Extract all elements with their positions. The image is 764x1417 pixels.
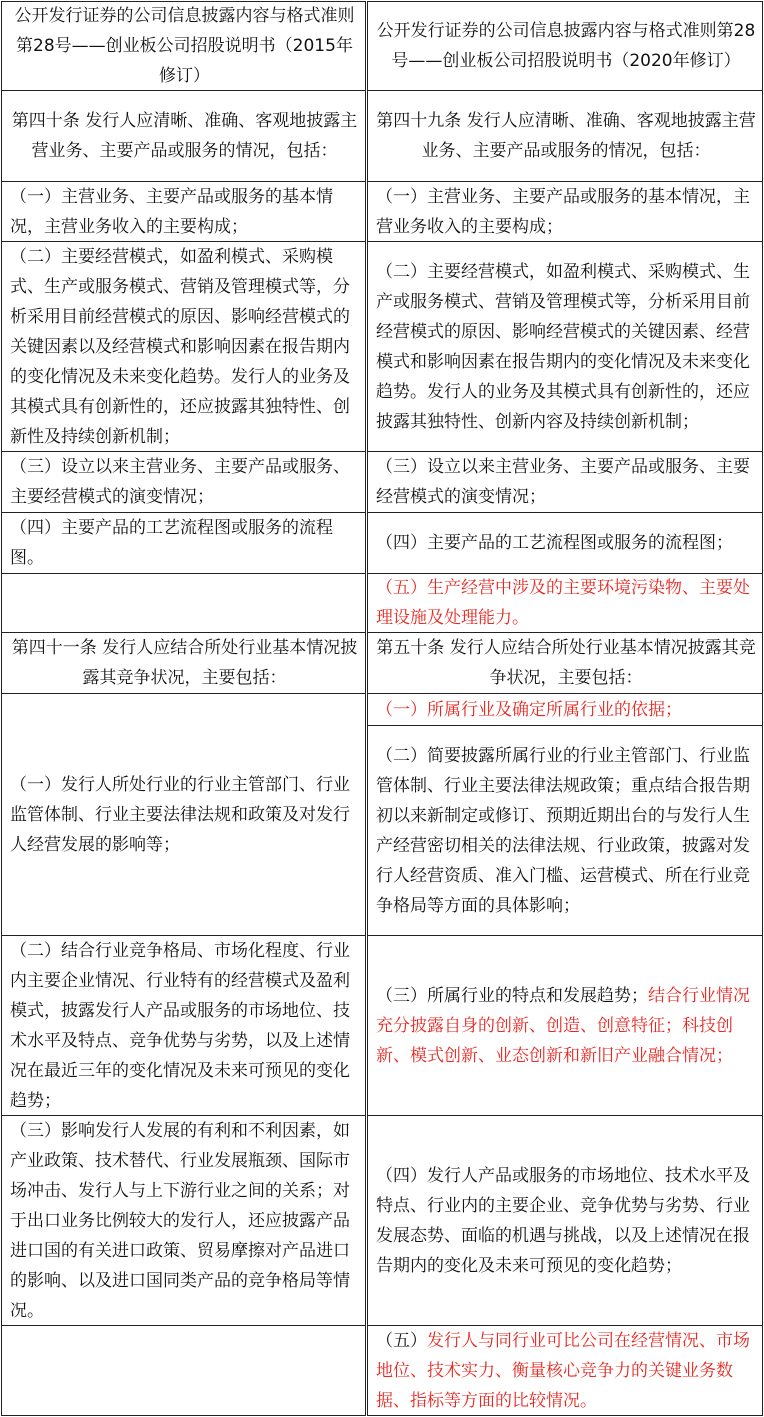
left-item-41-3: [1, 1115, 366, 1326]
left-item-40-3: [1, 451, 366, 513]
right-item-50-2: [367, 725, 763, 936]
left-empty-cell-1: [1, 573, 366, 633]
left-empty-cell-2: [1, 1325, 366, 1416]
left-article-41-text: 第四十一条 发行人应结合所处行业基本情况披露其竞争状况，主要包括：: [11, 638, 358, 688]
right-article-50-text: 第五十条 发行人应结合所处行业基本情况披露其竞争状况，主要包括：: [376, 638, 756, 688]
left-item-40-2-text: （二）主要经营模式，如盈利模式、采购模式、生产或服务模式、营销及管理模式等，分析采用目前经营模式的原因、影响经营模式的关键因素以及经营模式和影响因素在报告期内的变化情况及未来变化趋势。发行人的业务及其模式具有创新性的，还应披露其独特性、创新性及持续创新机制；: [10, 246, 350, 447]
right-item-50-1: [367, 693, 763, 726]
left-item-40-4-text: （四）主要产品的工艺流程图或服务的流程图。: [10, 518, 333, 568]
header-right-text: 公开发行证券的公司信息披露内容与格式准则第28号——创业板公司招股说明书（2020年修订）: [376, 21, 756, 71]
left-item-41-2: [1, 935, 366, 1116]
right-item-50-4-text: （四）发行人产品或服务的市场地位、技术水平及特点、行业内的主要企业、竞争优势与劣势、行业发展态势、面临的机遇与挑战，以及上述情况在报告期内的变化及未来可预见的变化趋势；: [376, 1165, 750, 1276]
left-article-40-text: 第四十条 发行人应清晰、准确、客观地披露主营业务、主要产品或服务的情况，包括：: [11, 111, 358, 161]
right-article-49-text: 第四十九条 发行人应清晰、准确、客观地披露主营业务、主要产品或服务的情况，包括：: [376, 111, 756, 161]
right-item-49-5-text: （五）生产经营中涉及的主要环境污染物、主要处理设施及处理能力。: [376, 578, 750, 628]
right-item-50-4: [367, 1115, 763, 1326]
left-item-40-3-text: （三）设立以来主营业务、主要产品或服务、主要经营模式的演变情况；: [10, 457, 350, 507]
right-item-50-2-text: （二）简要披露所属行业的行业主管部门、行业监管体制、行业主要法律法规政策；重点结合报告期初以来新制定或修订、预期近期出台的与发行人生产经营密切相关的法律法规、行业政策，披露对发行人经营资质、准入门槛、运营模式、所在行业竞争格局等方面的具体影响；: [376, 745, 750, 916]
right-item-50-3: [367, 935, 763, 1116]
left-item-41-1-text: （一）发行人所处行业的行业主管部门、行业监管体制、行业主要法律法规和政策及对发行人经营发展的影响等；: [10, 774, 350, 855]
right-item-49-3: [367, 451, 763, 513]
right-item-49-1: [367, 181, 763, 242]
right-item-49-2-text: （二）主要经营模式，如盈利模式、采购模式、生产或服务模式、营销及管理模式等，分析采用目前经营模式的原因、影响经营模式的关键因素、经营模式和影响因素在报告期内的变化情况及未来变化趋势。发行人的业务及其模式具有创新性的，还应披露其独特性、创新内容及持续创新机制；: [376, 261, 750, 432]
right-item-50-5-lead: （五）: [376, 1330, 427, 1351]
left-item-40-1: [1, 181, 366, 242]
right-item-50-3-highlight: 结合行业情况充分披露自身的创新、创造、创意特征；科技创新、模式创新、业态创新和新旧产业融合情况；: [376, 985, 750, 1066]
right-item-50-5-text: [376, 1326, 756, 1416]
header-left: [1, 1, 366, 91]
right-item-49-4-text: （四）主要产品的工艺流程图或服务的流程图；: [376, 533, 733, 553]
right-item-49-2: [367, 241, 763, 452]
right-item-50-3-lead: （三）所属行业的特点和发展趋势；: [376, 985, 648, 1006]
right-item-50-5-highlight: 发行人与同行业可比公司在经营情况、市场地位、技术实力、衡量核心竞争力的关键业务数据、指标等方面的比较情况。: [376, 1330, 750, 1411]
left-item-41-3-text: （三）影响发行人发展的有利和不利因素，如产业政策、技术替代、行业发展瓶颈、国际市场冲击、发行人与上下游行业之间的关系；对于出口业务比例较大的发行人，还应披露产品进口国的有关进口政策、贸易摩擦对产品进口的影响、以及进口国同类产品的竞争格局等情况。: [10, 1120, 350, 1321]
left-item-40-2: [1, 241, 366, 452]
right-item-49-4: [367, 512, 763, 574]
right-item-49-1-text: （一）主营业务、主要产品或服务的基本情况，主营业务收入的主要构成；: [376, 186, 750, 237]
left-item-40-4: [1, 512, 366, 574]
left-item-41-2-text: （二）结合行业竞争格局、市场化程度、行业内主要企业情况、行业特有的经营模式及盈利模式，披露发行人产品或服务的市场地位、技术水平及特点、竞争优势与劣势，以及上述情况在最近三年的变化情况及未来可预见的变化趋势；: [10, 940, 350, 1111]
right-item-50-1-text: （一）所属行业及确定所属行业的依据；: [376, 699, 682, 720]
right-item-50-3-text: [376, 981, 756, 1071]
header-left-text: 公开发行证券的公司信息披露内容与格式准则第28号——创业板公司招股说明书（2015年修订）: [14, 6, 355, 86]
left-article-41: [1, 632, 366, 694]
right-item-49-5: [367, 573, 763, 633]
right-article-49: [367, 90, 763, 182]
left-item-40-1-text: （一）主营业务、主要产品或服务的基本情况，主营业务收入的主要构成；: [10, 186, 333, 237]
header-right: [367, 1, 763, 91]
left-article-40: [1, 90, 366, 182]
left-item-41-1: [1, 693, 366, 936]
right-article-50: [367, 632, 763, 694]
right-item-50-5: [367, 1325, 763, 1416]
right-item-49-3-text: （三）设立以来主营业务、主要产品或服务、主要经营模式的演变情况；: [376, 457, 750, 507]
